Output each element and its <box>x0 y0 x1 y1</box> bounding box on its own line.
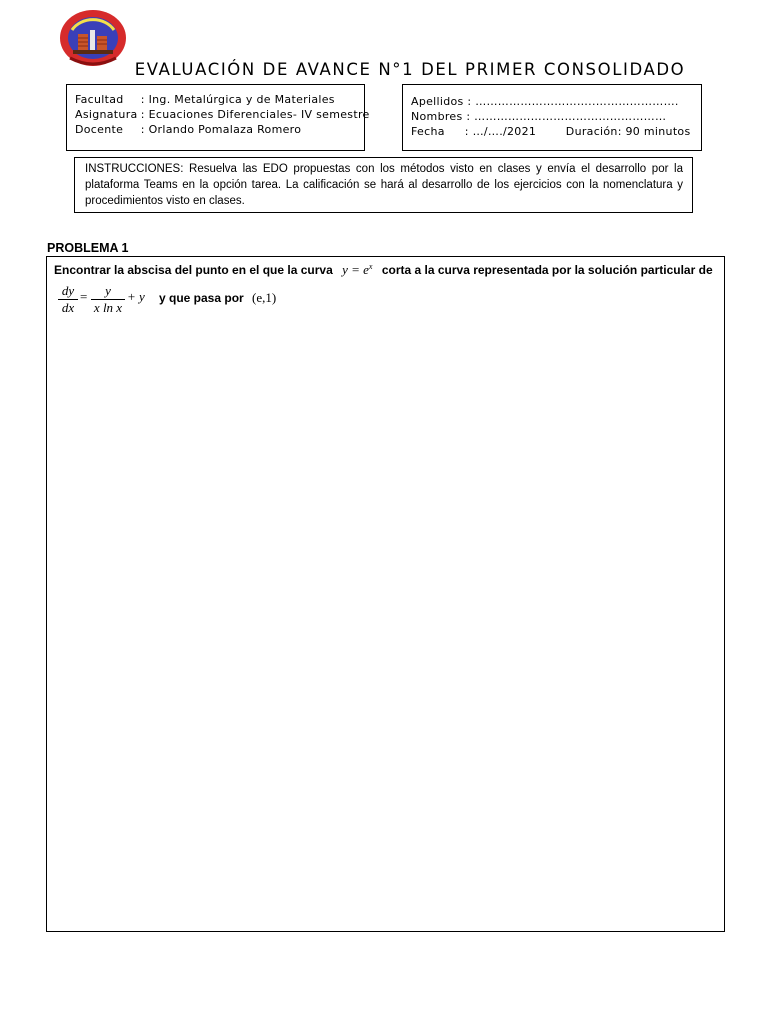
curve-equation: y = e <box>342 262 369 277</box>
date-row <box>411 124 701 139</box>
instructions-text: INSTRUCCIONES: Resuelva las EDO propuestas con los métodos visto en clases y envía el desarrollo por la plataforma Teams en la opción tarea. La calificación se hará al desarrollo de los ejercicios con la nomenclatura y procedimientos visto en clases. <box>85 163 683 207</box>
faculty-value: : Ing. Metalúrgica y de Materiales <box>140 93 335 106</box>
instructions-box <box>74 157 693 213</box>
problem-label: PROBLEMA 1 <box>47 241 129 255</box>
subject-value: : Ecuaciones Diferenciales- IV semestre <box>140 108 370 121</box>
ode-lhs-fraction <box>58 283 78 316</box>
ode-lhs-numerator: dy <box>58 283 78 300</box>
teacher-row <box>75 122 364 137</box>
student-info-box <box>402 84 702 151</box>
university-logo <box>58 8 128 68</box>
faculty-label: Facultad <box>75 93 124 106</box>
faculty-row <box>75 92 364 107</box>
exam-title: EVALUACIÓN DE AVANCE N°1 DEL PRIMER CONSOLIDADO <box>134 60 686 79</box>
course-info-box <box>66 84 370 151</box>
teacher-label: Docente <box>75 123 124 136</box>
problem-box <box>46 256 725 932</box>
curve-exponent: x <box>368 262 373 271</box>
problem-text-part2: corta a la curva representada por la solución particular de <box>381 263 713 277</box>
ode-plus-term: + y <box>127 289 145 304</box>
teacher-value: : Orlando Pomalaza Romero <box>140 123 302 136</box>
ode-rhs-numerator: y <box>91 283 125 300</box>
duration-label: Duración: 90 minutos <box>565 125 691 138</box>
surname-field[interactable]: …………………………..…………………. <box>475 95 679 108</box>
names-field[interactable]: …………………………………………… <box>474 110 667 123</box>
problem-statement <box>54 262 713 278</box>
subject-label: Asignatura <box>75 108 138 121</box>
answer-area[interactable] <box>47 317 724 931</box>
ode-rhs-fraction <box>91 283 125 316</box>
subject-row <box>75 107 370 122</box>
surname-label: Apellidos : <box>411 95 472 108</box>
ode-lhs-denominator: dx <box>61 300 75 315</box>
date-field[interactable]: : …/…./2021 <box>464 125 537 138</box>
ode-rhs-denominator: x ln x <box>93 300 123 315</box>
names-row <box>411 109 701 124</box>
problem-text-part3: y que pasa por <box>159 291 244 305</box>
names-label: Nombres : <box>411 110 471 123</box>
point-coordinates: (e,1) <box>252 290 277 305</box>
problem-text-part3-wrap <box>159 290 276 306</box>
problem-text-part1: Encontrar la abscisa del punto en el que la curva <box>54 263 333 277</box>
date-label: Fecha <box>411 125 445 138</box>
ode-equals-sign: = <box>80 289 88 304</box>
surname-row <box>411 94 701 109</box>
